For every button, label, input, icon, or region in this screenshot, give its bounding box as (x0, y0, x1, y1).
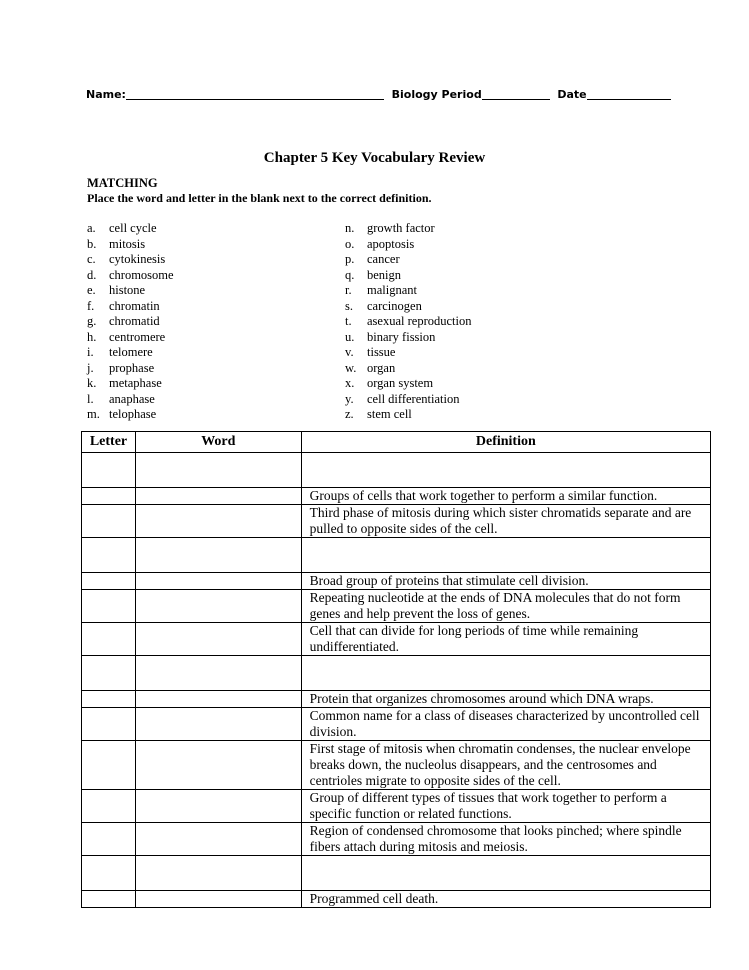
definition-cell: Common name for a class of diseases characterized by uncontrolled cell division. (301, 708, 710, 741)
word-term: asexual reproduction (367, 314, 472, 328)
word-bank-item (345, 361, 471, 377)
table-row (82, 691, 711, 708)
word-term: organ (367, 360, 396, 375)
word-bank-item (345, 252, 471, 268)
table-row (82, 488, 711, 505)
word-cell[interactable] (135, 741, 301, 790)
word-term: metaphase (109, 376, 162, 390)
word-letter: h. (87, 329, 97, 344)
letter-cell[interactable] (82, 505, 136, 538)
word-letter: u. (345, 329, 355, 344)
word-letter: g. (87, 314, 97, 328)
word-term: mitosis (109, 236, 146, 251)
word-letter: w. (345, 360, 357, 375)
word-bank-item (345, 283, 471, 299)
table-row (82, 891, 711, 908)
word-bank-item (87, 268, 174, 284)
word-bank-left (87, 221, 174, 423)
word-bank-item (345, 314, 471, 330)
word-term: apoptosis (367, 236, 415, 251)
word-cell[interactable] (135, 891, 301, 908)
word-cell[interactable] (135, 691, 301, 708)
letter-cell[interactable] (82, 656, 136, 691)
word-letter: i. (87, 345, 94, 359)
vocab-table (81, 431, 711, 908)
name-label: Name: (86, 88, 126, 101)
header-fields (86, 88, 671, 101)
word-letter: a. (87, 221, 96, 235)
letter-cell[interactable] (82, 488, 136, 505)
biology-period-label: Biology Period (391, 88, 482, 101)
word-bank-item (345, 345, 471, 361)
word-term: cytokinesis (109, 252, 166, 266)
section-label: MATCHING (87, 176, 158, 190)
word-letter: z. (345, 407, 354, 421)
word-term: anaphase (109, 391, 155, 406)
letter-cell[interactable] (82, 691, 136, 708)
definition-cell: Programmed cell death. (301, 891, 710, 908)
word-term: binary fission (367, 329, 436, 344)
word-bank-item (87, 252, 174, 268)
word-letter: c. (87, 252, 96, 266)
word-term: organ system (367, 376, 434, 390)
word-bank-item (87, 361, 174, 377)
word-letter: y. (345, 391, 354, 406)
page-title: Chapter 5 Key Vocabulary Review (263, 150, 486, 166)
word-term: carcinogen (367, 298, 422, 313)
word-bank-item (87, 283, 174, 299)
word-term: malignant (367, 283, 417, 297)
word-cell[interactable] (135, 790, 301, 823)
word-cell[interactable] (135, 656, 301, 691)
word-letter: t. (345, 314, 352, 328)
word-cell[interactable] (135, 453, 301, 488)
table-row (82, 573, 711, 590)
letter-cell[interactable] (82, 823, 136, 856)
word-term: prophase (109, 360, 155, 375)
definition-cell (301, 856, 710, 891)
table-row (82, 823, 711, 856)
definition-cell: Groups of cells that work together to perform a similar function. (301, 488, 710, 505)
definition-cell: Broad group of proteins that stimulate cell division. (301, 573, 710, 590)
word-cell[interactable] (135, 623, 301, 656)
word-term: stem cell (367, 407, 412, 421)
word-term: telophase (109, 407, 157, 421)
word-cell[interactable] (135, 590, 301, 623)
word-cell[interactable] (135, 856, 301, 891)
definition-cell: Group of different types of tissues that work together to perform a specific function or related functions. (301, 790, 710, 823)
word-cell[interactable] (135, 573, 301, 590)
table-row (82, 623, 711, 656)
header-letter: Letter (82, 432, 136, 453)
letter-cell[interactable] (82, 708, 136, 741)
word-letter: f. (87, 298, 95, 313)
word-letter: p. (345, 252, 355, 266)
table-row (82, 741, 711, 790)
word-cell[interactable] (135, 488, 301, 505)
word-bank-item (87, 407, 174, 423)
definition-cell (301, 538, 710, 573)
definition-cell: Region of condensed chromosome that looks pinched; where spindle fibers attach during mitosis and meiosis. (301, 823, 710, 856)
date-blank[interactable] (587, 88, 671, 100)
word-cell[interactable] (135, 823, 301, 856)
word-bank-item (345, 237, 471, 253)
table-row (82, 453, 711, 488)
word-letter: o. (345, 236, 355, 251)
table-row (82, 856, 711, 891)
word-bank-item (345, 221, 471, 237)
word-letter: m. (87, 407, 100, 421)
word-term: cell differentiation (367, 391, 460, 406)
definition-cell (301, 453, 710, 488)
letter-cell[interactable] (82, 453, 136, 488)
word-letter: d. (87, 267, 97, 282)
word-bank-item (87, 376, 174, 392)
word-term: centromere (109, 329, 166, 344)
word-term: chromatid (109, 314, 160, 328)
word-bank-item (345, 268, 471, 284)
word-letter: e. (87, 283, 96, 297)
definition-cell: Repeating nucleotide at the ends of DNA molecules that do not form genes and help prevent the loss of genes. (301, 590, 710, 623)
word-bank-item (87, 314, 174, 330)
word-term: benign (367, 267, 402, 282)
word-bank-item (87, 237, 174, 253)
header-word: Word (135, 432, 301, 453)
table-row (82, 708, 711, 741)
table-row (82, 656, 711, 691)
header-definition: Definition (301, 432, 710, 453)
definition-cell: Cell that can divide for long periods of time while remaining undifferentiated. (301, 623, 710, 656)
word-cell[interactable] (135, 505, 301, 538)
word-letter: r. (345, 283, 352, 297)
table-row (82, 538, 711, 573)
period-blank[interactable] (482, 88, 550, 100)
word-bank-item (87, 345, 174, 361)
word-letter: b. (87, 236, 97, 251)
word-term: histone (109, 283, 146, 297)
word-bank-right (345, 221, 471, 423)
word-letter: v. (345, 345, 354, 359)
word-bank-item (87, 299, 174, 315)
word-term: telomere (109, 345, 153, 359)
word-bank-item (345, 330, 471, 346)
word-letter: l. (87, 391, 94, 406)
word-cell[interactable] (135, 708, 301, 741)
word-bank-item (87, 392, 174, 408)
date-label: Date (557, 88, 587, 101)
letter-cell[interactable] (82, 741, 136, 790)
definition-cell (301, 656, 710, 691)
definition-cell: Third phase of mitosis during which sister chromatids separate and are pulled to opposite sides of the cell. (301, 505, 710, 538)
word-bank-item (87, 221, 174, 237)
table-row (82, 790, 711, 823)
word-letter: j. (87, 360, 94, 375)
word-bank-item (345, 299, 471, 315)
word-letter: n. (345, 221, 355, 235)
letter-cell[interactable] (82, 590, 136, 623)
table-row (82, 590, 711, 623)
definition-cell: First stage of mitosis when chromatin condenses, the nuclear envelope breaks down, the nucleolus disappears, and the centrosomes and centrioles migrate to opposite sides of the cell. (301, 741, 710, 790)
definition-cell: Protein that organizes chromosomes around which DNA wraps. (301, 691, 710, 708)
table-row (82, 505, 711, 538)
letter-cell[interactable] (82, 573, 136, 590)
word-cell[interactable] (135, 538, 301, 573)
name-blank[interactable] (126, 88, 384, 100)
word-term: tissue (367, 345, 396, 359)
word-letter: x. (345, 376, 355, 390)
word-bank-item (345, 376, 471, 392)
word-letter: s. (345, 298, 353, 313)
word-bank-item (87, 330, 174, 346)
letter-cell[interactable] (82, 538, 136, 573)
word-term: cancer (367, 252, 400, 266)
instruction-text: Place the word and letter in the blank next to the correct definition. (87, 191, 432, 205)
word-term: growth factor (367, 221, 435, 235)
letter-cell[interactable] (82, 856, 136, 891)
word-bank-item (345, 392, 471, 408)
word-letter: q. (345, 267, 355, 282)
letter-cell[interactable] (82, 790, 136, 823)
word-term: chromosome (109, 267, 174, 282)
letter-cell[interactable] (82, 623, 136, 656)
word-letter: k. (87, 376, 97, 390)
word-term: chromatin (109, 298, 160, 313)
word-term: cell cycle (109, 221, 157, 235)
word-bank-item (345, 407, 471, 423)
letter-cell[interactable] (82, 891, 136, 908)
